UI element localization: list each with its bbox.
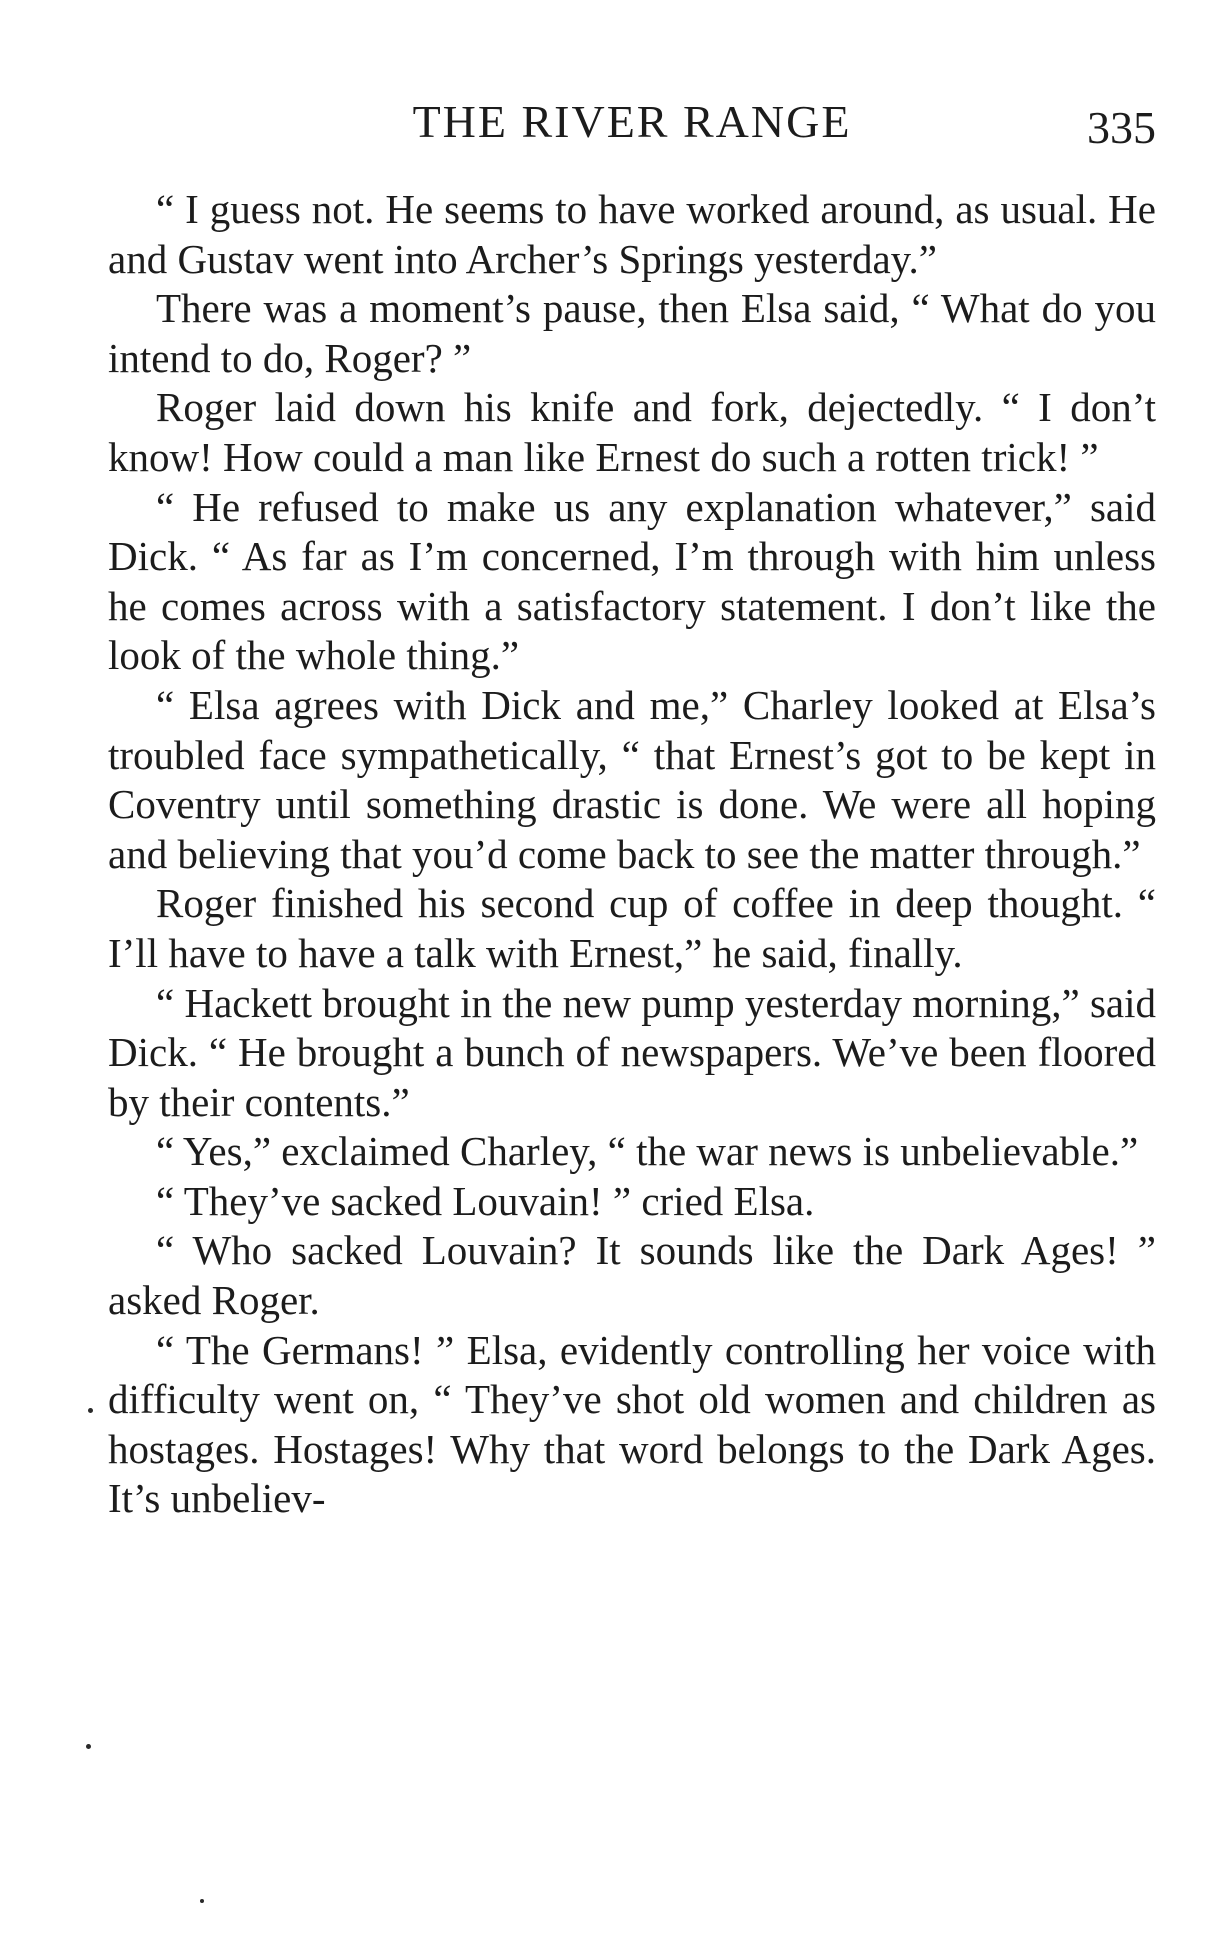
paragraph: “ They’ve sacked Louvain! ” cried Elsa. — [156, 1177, 815, 1224]
page-number: 335 — [1087, 102, 1156, 153]
running-title: THE RIVER RANGE — [412, 96, 852, 147]
paragraph: Roger finished his second cup of coffee in deep thought. “ I’ll have to have a talk with Ernest,” he said, finally. — [108, 880, 1156, 976]
paragraph: “ Elsa agrees with Dick and me,” Charley looked at Elsa’s troubled face sympathetically, “ that Ernest’s got to be kept in Coventry until something drastic is done. We were all hoping and believing that you’d come back to see the matter through.” — [108, 681, 1156, 877]
paragraph: “ I guess not. He seems to have worked around, as usual. He and Gustav went into Archer’s Springs yesterday.” — [108, 186, 1156, 282]
paragraph: “ Who sacked Louvain? It sounds like the Dark Ages! ” asked Roger. — [108, 1227, 1156, 1324]
print-speck — [200, 1899, 204, 1903]
paragraph: “ Yes,” exclaimed Charley, “ the war news is unbelievable.” — [156, 1128, 1139, 1175]
body-text — [108, 185, 1156, 1524]
paragraph: Roger laid down his knife and fork, dejectedly. “ I don’t know! How could a man like Ernest do such a rotten trick! ” — [108, 384, 1156, 480]
print-speck — [88, 1408, 93, 1413]
paragraph: “ Hackett brought in the new pump yesterday morning,” said Dick. “ He brought a bunch of newspapers. We’ve been floored by their contents.” — [108, 979, 1156, 1125]
paragraph: “ He refused to make us any explanation whatever,” said Dick. “ As far as I’m concerned, I’m through with him unless he comes across with a satisfactory statement. I don’t like the look of the whole thing.” — [108, 483, 1156, 679]
paragraph: “ The Germans! ” Elsa, evidently controlling her voice with difficulty went on, “ They’ve shot old women and children as hostages. Hostages! Why that word belongs to the Dark Ages. It’s unbeliev- — [108, 1326, 1156, 1522]
paragraph: There was a moment’s pause, then Elsa said, “ What do you intend to do, Roger? ” — [108, 285, 1156, 381]
print-speck — [86, 1744, 91, 1749]
running-head — [108, 92, 1156, 152]
